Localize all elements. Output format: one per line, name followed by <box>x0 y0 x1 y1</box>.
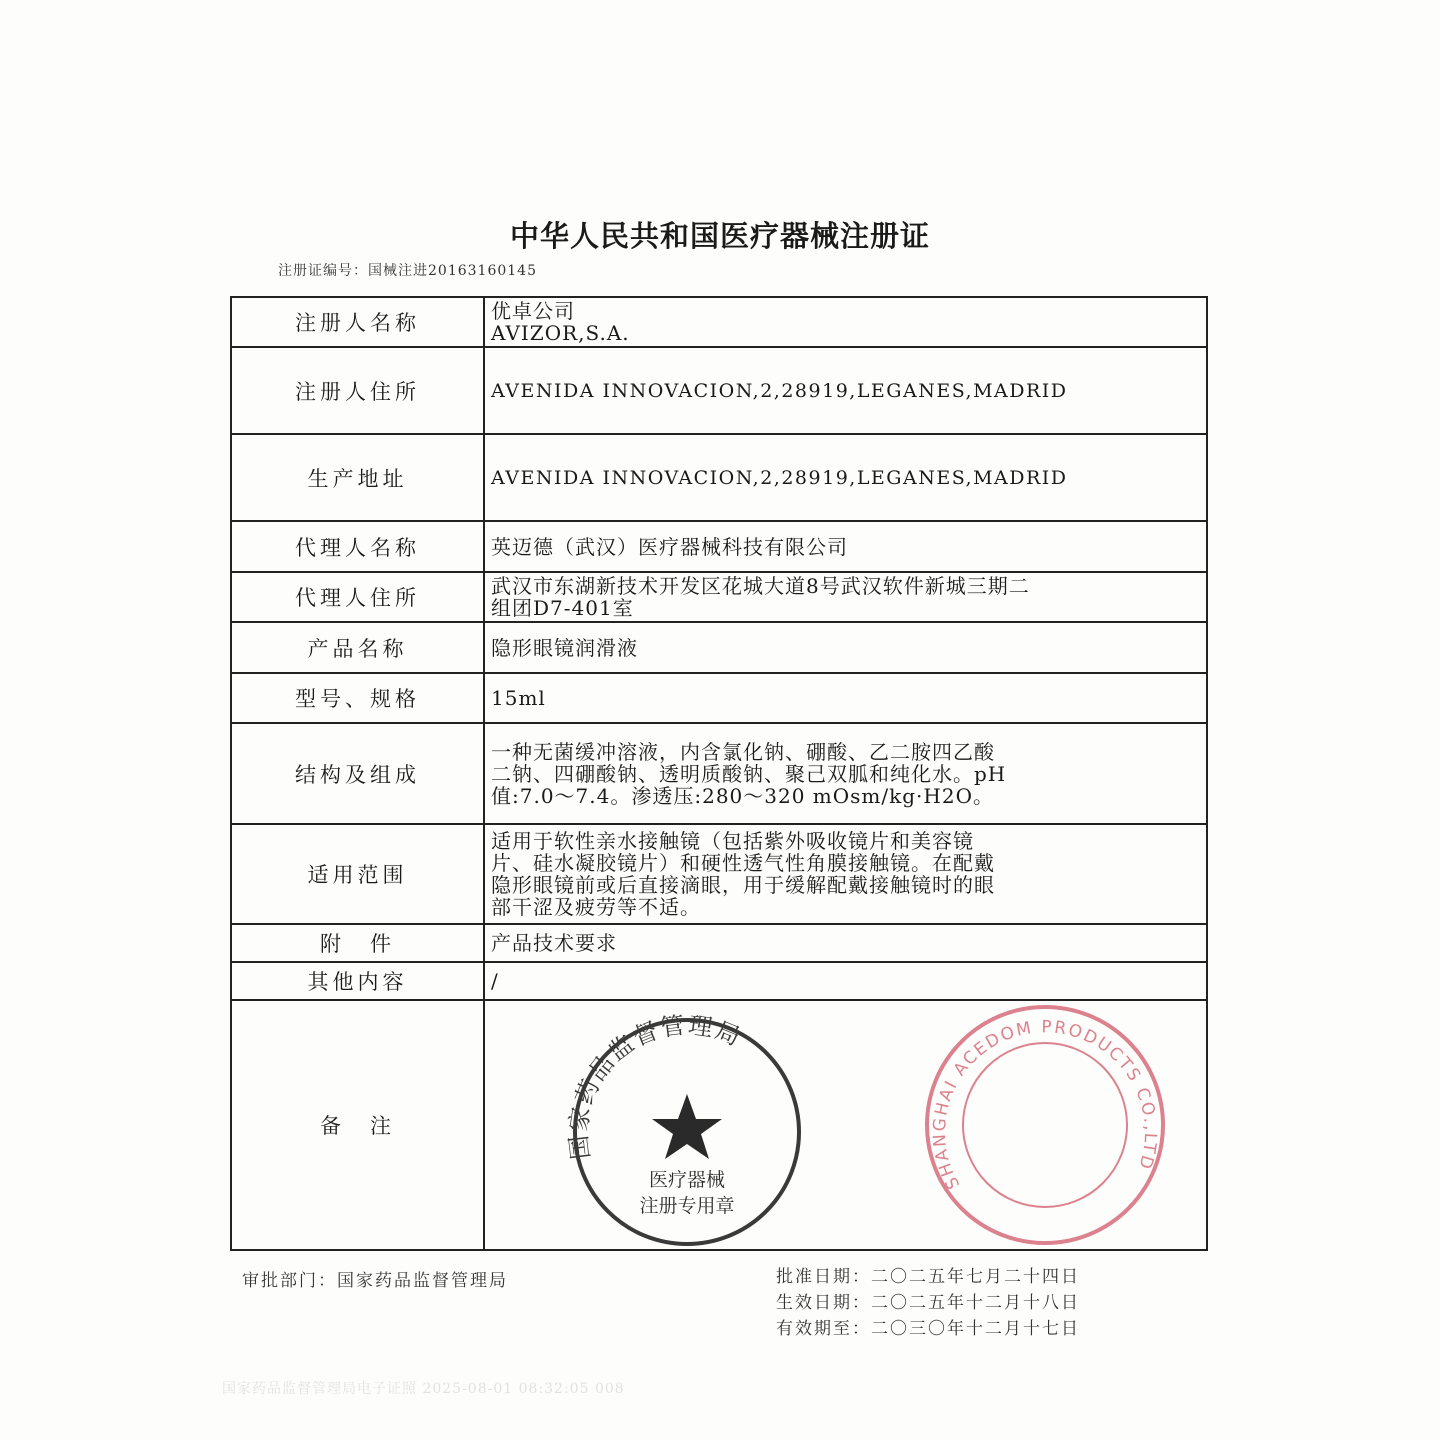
row-value <box>484 723 1207 824</box>
date-value: 二〇二五年七月二十四日 <box>871 1267 1080 1287</box>
table-row <box>231 673 1207 723</box>
table-row <box>231 521 1207 572</box>
table-row <box>231 924 1207 962</box>
row-value <box>484 824 1207 924</box>
value-line: 部干涩及疲劳等不适。 <box>491 895 701 919</box>
seal-text: 注册专用章 <box>639 1195 735 1217</box>
row-value <box>484 572 1207 622</box>
row-value <box>484 924 1207 962</box>
row-value <box>484 297 1207 347</box>
value-line: 二钠、四硼酸钠、透明质酸钠、聚己双胍和纯化水。pH <box>491 761 1007 786</box>
date-label: 有效期至： <box>776 1319 871 1339</box>
official-seal <box>560 1008 814 1248</box>
value-line: 隐形眼镜前或后直接滴眼，用于缓解配戴接触镜时的眼 <box>491 873 995 897</box>
table-row <box>231 962 1207 1000</box>
row-label: 代理人住所 <box>231 572 484 622</box>
row-label: 代理人名称 <box>231 521 484 572</box>
row-label: 生产地址 <box>231 434 484 521</box>
value-line: 一种无菌缓冲溶液，内含氯化钠、硼酸、乙二胺四乙酸 <box>491 739 995 764</box>
value-line: 产品技术要求 <box>491 931 617 955</box>
value-line: 武汉市东湖新技术开发区花城大道8号武汉软件新城三期二 <box>491 574 1030 598</box>
table-row <box>231 824 1207 924</box>
row-value <box>484 521 1207 572</box>
dates-block <box>776 1264 1080 1342</box>
document-title: 中华人民共和国医疗器械注册证 <box>509 219 930 253</box>
value-line: 隐形眼镜润滑液 <box>491 635 638 660</box>
star-icon <box>652 1094 722 1159</box>
value-line: / <box>491 969 499 993</box>
effective-date <box>776 1290 1080 1316</box>
expiry-date <box>776 1316 1080 1342</box>
value-line: 适用于软性亲水接触镜（包括紫外吸收镜片和美容镜 <box>491 829 974 853</box>
row-label: 注册人名称 <box>231 297 484 347</box>
approval-date <box>776 1264 1080 1290</box>
approval-dept-value: 国家药品监督管理局 <box>337 1271 508 1291</box>
value-line: 片、硅水凝胶镜片）和硬性透气性角膜接触镜。在配戴 <box>491 851 995 875</box>
row-label: 产品名称 <box>231 622 484 673</box>
row-value <box>484 673 1207 723</box>
approval-dept-label: 审批部门： <box>242 1271 337 1291</box>
value-line: 优卓公司 <box>491 299 575 323</box>
value-line: AVENIDA INNOVACION,2,28919,LEGANES,MADRID <box>491 379 1068 402</box>
table-row <box>231 723 1207 824</box>
row-label: 适用范围 <box>231 824 484 924</box>
date-value: 二〇三〇年十二月十七日 <box>871 1319 1080 1339</box>
value-line: 15ml <box>491 686 546 710</box>
seal-text: 医疗器械 <box>648 1169 726 1191</box>
footer-watermark: 国家药品监督管理局电子证照 2025-08-01 08:32:05 008 <box>222 1381 625 1397</box>
table-row <box>231 572 1207 622</box>
value-line: AVENIDA INNOVACION,2,28919,LEGANES,MADRID <box>491 466 1068 489</box>
row-label: 注册人住所 <box>231 347 484 434</box>
row-label: 附 件 <box>231 924 484 962</box>
date-label: 生效日期： <box>776 1293 871 1313</box>
company-seal <box>920 1000 1170 1250</box>
svg-text:国家药品监督管理局 <box>564 1011 746 1161</box>
value-line: 英迈德（武汉）医疗器械科技有限公司 <box>491 534 848 559</box>
cert-number-value: 国械注进20163160145 <box>368 263 537 279</box>
date-value: 二〇二五年十二月十八日 <box>871 1293 1080 1313</box>
seal-text: 国家药品监督管理局 <box>564 1011 746 1161</box>
certificate-number <box>278 260 537 280</box>
table-row <box>231 347 1207 434</box>
row-label: 型号、规格 <box>231 673 484 723</box>
table-row <box>231 622 1207 673</box>
row-label: 备 注 <box>231 1000 484 1250</box>
row-value <box>484 434 1207 521</box>
table-row <box>231 297 1207 347</box>
date-label: 批准日期： <box>776 1267 871 1287</box>
table-row <box>231 434 1207 521</box>
row-label: 其他内容 <box>231 962 484 1000</box>
row-value <box>484 622 1207 673</box>
row-label: 结构及组成 <box>231 723 484 824</box>
approval-department <box>242 1266 508 1291</box>
row-value <box>484 962 1207 1000</box>
value-line: AVIZOR,S.A. <box>491 321 630 345</box>
value-line: 组团D7-401室 <box>491 596 634 620</box>
row-value <box>484 347 1207 434</box>
seal-text: SHANGHAI ACEDOM PRODUCTS CO.,LTD <box>929 1017 1161 1193</box>
cert-number-label: 注册证编号： <box>278 263 368 279</box>
value-line: 值:7.0～7.4。渗透压:280～320 mOsm/kg·H2O。 <box>491 783 994 808</box>
